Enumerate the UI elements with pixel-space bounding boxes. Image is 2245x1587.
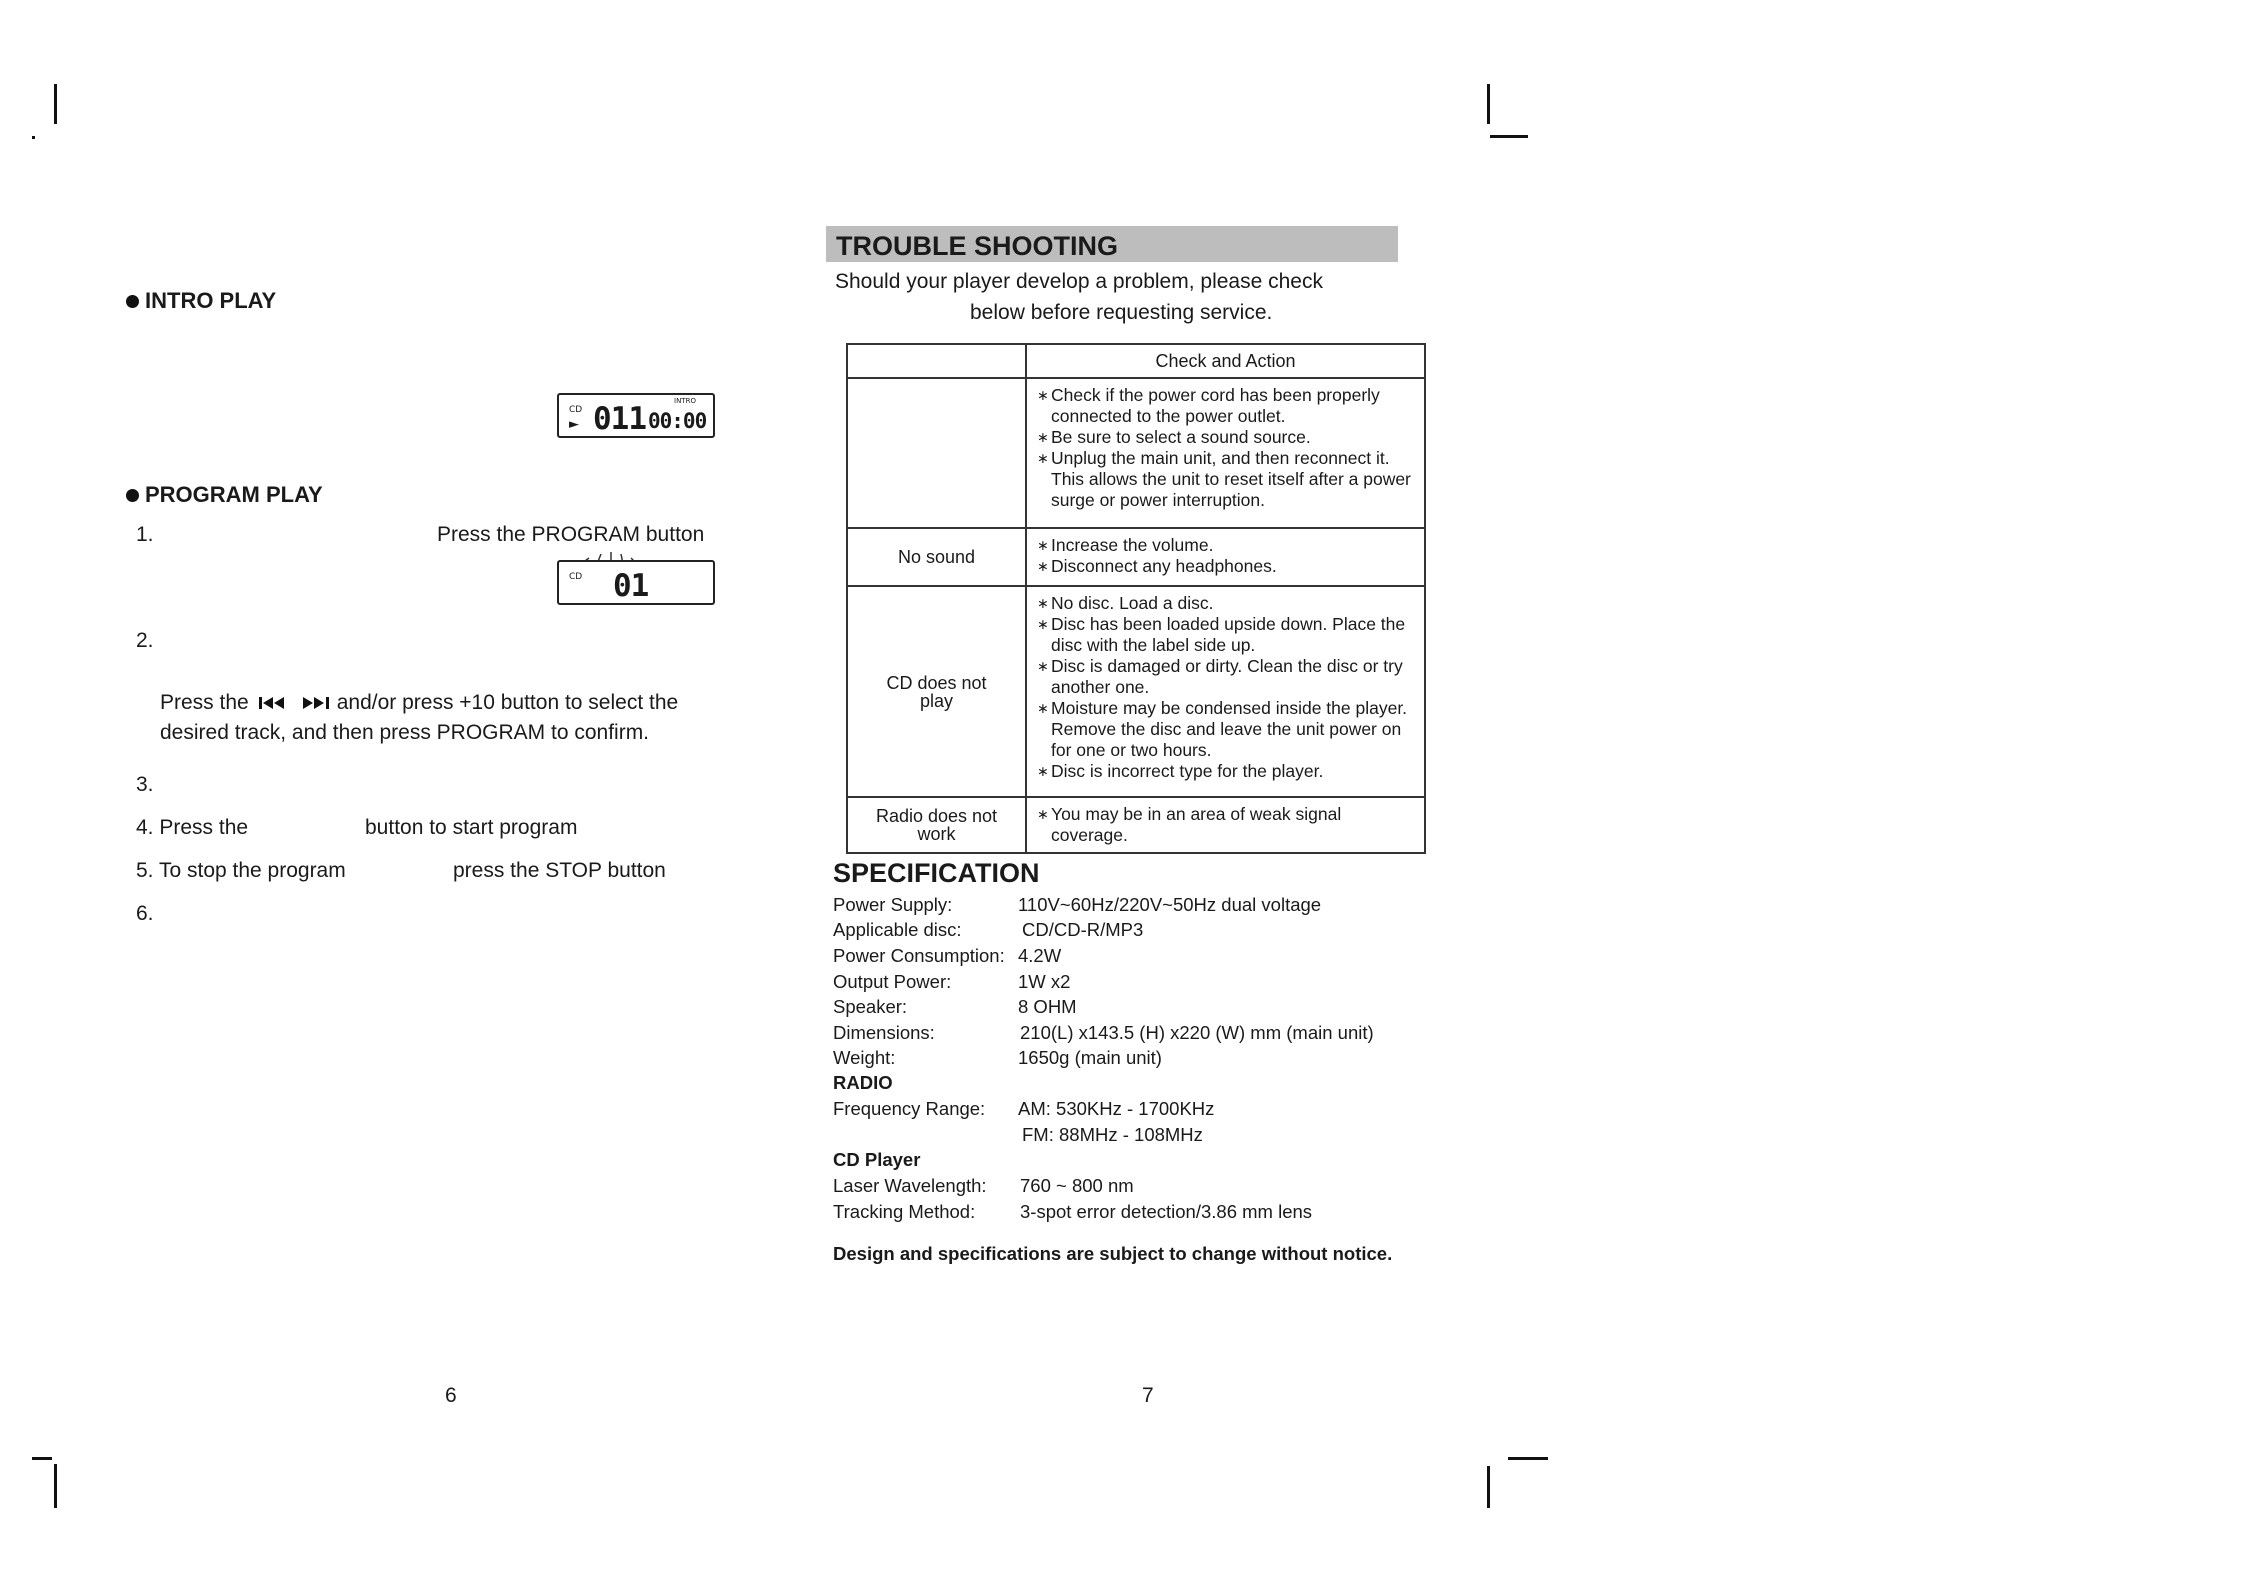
crop-mark	[1487, 1466, 1490, 1508]
action-cell	[1026, 797, 1425, 853]
cd-player-heading: CD Player	[833, 1149, 921, 1170]
problem-cell: CD does not play	[847, 586, 1026, 797]
lcd-track: 01	[613, 568, 649, 604]
step-2-text-b: and/or press +10 button to select the	[336, 691, 679, 714]
action-cell	[1026, 528, 1425, 586]
lcd-cd-label: CD	[569, 405, 583, 415]
action-text: No disc. Load a disc.	[1051, 593, 1214, 613]
step-5-text-b: press the STOP button	[453, 859, 666, 882]
trouble-intro-line-2: below before requesting service.	[970, 301, 1273, 324]
bullet-star-icon: ∗	[1037, 763, 1049, 779]
program-play-heading-text: PROGRAM PLAY	[145, 482, 323, 507]
bullet-star-icon: ∗	[1037, 806, 1049, 822]
action-item	[1037, 535, 1416, 556]
bullet-star-icon: ∗	[1037, 616, 1049, 632]
action-cell	[1026, 378, 1425, 528]
step-4-text-a: 4. Press the	[136, 816, 249, 839]
bullet-icon	[126, 489, 139, 502]
action-item	[1037, 556, 1416, 577]
action-text: Check if the power cord has been properly connected to the power outlet.	[1051, 385, 1380, 426]
action-item	[1037, 804, 1416, 846]
table-row	[847, 528, 1425, 586]
step-5-text-a: 5. To stop the program	[136, 859, 346, 882]
problem-cell	[847, 378, 1026, 528]
action-text: Disc has been loaded upside down. Place the disc with the label side up.	[1051, 614, 1406, 655]
action-text: Be sure to select a sound source.	[1051, 427, 1311, 447]
step-1-number: 1.	[136, 523, 154, 546]
play-icon: ►	[569, 417, 579, 432]
spec-value: 110V~60Hz/220V~50Hz dual voltage	[1018, 894, 1322, 915]
bullet-star-icon: ∗	[1037, 450, 1049, 466]
action-item	[1037, 761, 1416, 782]
action-item	[1037, 614, 1416, 656]
table-header: Check and Action	[1026, 344, 1425, 378]
bullet-star-icon: ∗	[1037, 558, 1049, 574]
bullet-star-icon: ∗	[1037, 700, 1049, 716]
intro-play-heading	[126, 288, 276, 314]
lcd-cd-label: CD	[569, 572, 583, 582]
lcd-intro-label: INTRO	[674, 397, 696, 405]
trouble-intro-line-1: Should your player develop a problem, please check	[835, 270, 1323, 293]
spec-value: 1650g (main unit)	[1018, 1047, 1162, 1068]
action-item	[1037, 427, 1416, 448]
bullet-star-icon: ∗	[1037, 658, 1049, 674]
problem-cell: Radio does not work	[847, 797, 1026, 853]
problem-cell: No sound	[847, 528, 1026, 586]
trouble-shooting-title: TROUBLE SHOOTING	[826, 226, 1398, 262]
spec-label: Dimensions:	[833, 1022, 935, 1043]
action-cell	[1026, 586, 1425, 797]
bullet-icon	[126, 295, 139, 308]
action-item	[1037, 593, 1416, 614]
spec-change-notice: Design and specifications are subject to change without notice.	[833, 1243, 1393, 1264]
step-6-number: 6.	[136, 902, 154, 925]
crop-mark	[54, 1464, 57, 1508]
spec-label: Tracking Method:	[833, 1201, 976, 1222]
crop-mark	[1508, 1457, 1548, 1460]
lcd-time: 00:00	[648, 409, 707, 433]
spec-label: Power Consumption:	[833, 945, 1005, 966]
troubleshooting-table	[846, 343, 1426, 854]
spec-label: Output Power:	[833, 971, 952, 992]
spec-value: 210(L) x143.5 (H) x220 (W) mm (main unit)	[1020, 1022, 1374, 1043]
bullet-star-icon: ∗	[1037, 429, 1049, 445]
action-text: Disconnect any headphones.	[1051, 556, 1277, 576]
spec-value: 1W x2	[1018, 971, 1071, 992]
spec-value: 8 OHM	[1018, 996, 1077, 1017]
action-item	[1037, 698, 1416, 761]
spec-value: AM: 530KHz - 1700KHz	[1018, 1098, 1215, 1119]
spec-label: Frequency Range:	[833, 1098, 986, 1119]
bullet-star-icon: ∗	[1037, 595, 1049, 611]
crop-mark	[54, 84, 57, 124]
step-2-text-a: Press the	[160, 691, 249, 714]
radio-heading: RADIO	[833, 1072, 893, 1093]
crop-mark	[1487, 84, 1490, 124]
action-item	[1037, 448, 1416, 511]
action-text: Increase the volume.	[1051, 535, 1214, 555]
spec-label: Applicable disc:	[833, 919, 962, 940]
spec-value: CD/CD-R/MP3	[1022, 919, 1144, 940]
spec-label: Laser Wavelength:	[833, 1175, 987, 1196]
action-text: You may be in an area of weak signal coverage.	[1051, 804, 1342, 845]
spec-value: 4.2W	[1018, 945, 1062, 966]
action-text: Moisture may be condensed inside the player. Remove the disc and leave the unit power on for one or two hours.	[1051, 698, 1408, 760]
spec-value: 3-spot error detection/3.86 mm lens	[1020, 1201, 1313, 1222]
step-4-text-b: button to start program	[365, 816, 578, 839]
spec-label: Power Supply:	[833, 894, 953, 915]
table-header-row	[847, 344, 1425, 378]
table-header-empty	[847, 344, 1026, 378]
action-text: Disc is damaged or dirty. Clean the disc or try another one.	[1051, 656, 1403, 697]
spec-value: FM: 88MHz - 108MHz	[1022, 1124, 1203, 1145]
spec-label: Speaker:	[833, 996, 908, 1017]
bullet-star-icon: ∗	[1037, 537, 1049, 553]
bullet-star-icon: ∗	[1037, 387, 1049, 403]
skip-forward-icon	[303, 689, 329, 717]
table-row	[847, 586, 1425, 797]
action-item	[1037, 385, 1416, 427]
page-number-right: 7	[1142, 1384, 1154, 1407]
skip-back-icon	[259, 689, 285, 717]
program-play-heading	[126, 482, 323, 508]
spec-value: 760 ~ 800 nm	[1020, 1175, 1134, 1196]
action-item	[1037, 656, 1416, 698]
crop-mark	[32, 136, 35, 139]
step-2-line-1	[160, 689, 678, 717]
spec-label: Weight:	[833, 1047, 896, 1068]
step-3-number: 3.	[136, 773, 154, 796]
intro-play-heading-text: INTRO PLAY	[145, 288, 277, 313]
step-2-number: 2.	[136, 629, 154, 652]
page-number-left: 6	[445, 1384, 457, 1407]
step-1-text: Press the PROGRAM button	[437, 523, 705, 546]
table-row	[847, 797, 1425, 853]
program-lcd-display	[557, 560, 715, 605]
step-2-line-2: desired track, and then press PROGRAM to confirm.	[160, 721, 650, 744]
specification-title: SPECIFICATION	[833, 858, 1040, 888]
crop-mark	[1490, 135, 1528, 138]
action-text: Disc is incorrect type for the player.	[1051, 761, 1324, 781]
table-row	[847, 378, 1425, 528]
intro-lcd-display	[557, 393, 715, 438]
action-text: Unplug the main unit, and then reconnect it. This allows the unit to reset itself after a power surge or power interruption.	[1051, 448, 1411, 510]
crop-mark	[32, 1457, 52, 1460]
lcd-track: 011	[593, 401, 646, 437]
